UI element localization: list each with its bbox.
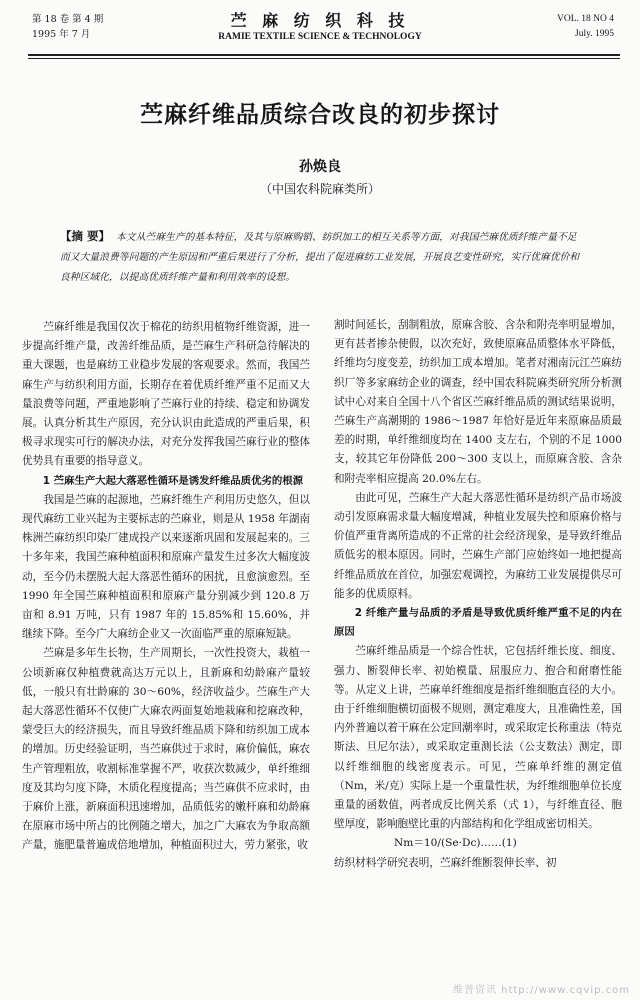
paragraph: 我国是苎麻的起源地，苎麻纤维生产利用历史悠久，但以现代麻纺工业兴起为主要标志的苎麻业，则是从 1958 年湖南株洲苎麻纺织印染厂建成投产以来逐渐巩固和发展起来的。三十多年来，我国苎麻种植面积和原麻产量发生过多次大幅度波动，至今仍未摆脱大起大落恶性循环的困扰，且愈演愈烈。至 1990 年全国苎麻种植面积和原麻产量分别减少到 120.8 万亩和 8.91 万吨，只有 1987 年的 15.85%和 15.60%，并继续下降。至今广大麻纺企业又一次面临严重的原麻短缺。 bbox=[22, 493, 310, 641]
volume-zh: 第 18 卷 第 4 期 bbox=[32, 14, 104, 25]
paragraph: 割时间延长，刮制粗放，原麻含胶、含杂和附壳率明显增加，更有甚者掺杂使假，以次充好，致使原麻品质整体水平降低，纤维均匀度变差，纺织加工成本增加。笔者对湘南沅江苎麻纺织厂等多家麻纺企业的调查，经中国农科院麻类研究所分析测试中心对来自全国十八个省区苎麻纤维品质的测试结果说明，苎麻生产高潮期的 1986～1987 年恰好是近年来原麻品质最差的时期，单纤维细度均在 1400 支左右，个别的不足 1000 支，较其它年份降低 200～300 支以上，而原麻含胶、含杂和附壳率相应提高 20.0%左右。 bbox=[334, 319, 622, 485]
formula: Nm＝10/(Se·Dc)……(1) bbox=[394, 837, 517, 850]
date-zh: 1995 年 7 月 bbox=[32, 29, 91, 40]
section-heading: 1 苎麻生产大起大落恶性循环是诱发纤维品质优劣的根源 bbox=[42, 474, 304, 487]
date-en: July. 1995 bbox=[575, 29, 614, 39]
abstract bbox=[60, 226, 580, 288]
section-heading: 2 纤维产量与品质的矛盾是导致优质纤维严重不足的内在原因 bbox=[334, 607, 622, 639]
abstract-text: 本文从苎麻生产的基本特征，及其与原麻购销、纺织加工的相互关系等方面，对我国苎麻优质纤维产量不足而又大量浪费等问题的产生原因和严重后果进行了分析，提出了促进麻纺工业发展，开展良艺变性研究，实行优麻优价和良种区域化，以提高优质纤维产量和利用效率的设想。 bbox=[60, 232, 580, 283]
paragraph: 由此可见，苎麻生产大起大落恶性循环是纺织产品市场波动引发原麻需求量大幅度增减，种植业发展失控和原麻价格与价值严重背离所造成的不正常的社会经济现象，是导致纤维品质低劣的根本原因。同时，苎麻生产部门应始终如一地把提高纤维品质放在首位，加强宏观调控，为麻纺工业发展提供尽可能多的优质原料。 bbox=[334, 491, 622, 600]
header-left bbox=[32, 12, 103, 42]
affiliation: （中国农科院麻类所） bbox=[259, 182, 380, 196]
volume-en: VOL. 18 NO 4 bbox=[557, 14, 614, 24]
paragraph: 纺织材料学研究表明，苎麻纤维断裂伸长率、初 bbox=[334, 856, 557, 869]
header-rule bbox=[28, 54, 620, 59]
right-column bbox=[334, 316, 622, 873]
paragraph: 苎麻纤维品质是一个综合性状，它包括纤维长度、细度、强力、断裂伸长率、初始模量、屈服应力、抱合和耐磨性能等。从定义上讲，苎麻单纤维细度是指纤维细胞直径的大小。由于纤维细胞横切面极不规则，测定难度大，且准确性差，国内外普遍以着干麻在公定回潮率时，或采取定长称重法（特克斯法、旦尼尔法），或采取定重测长法（公支数法）测定，即以纤维细胞的线密度表示。可见，苎麻单纤维的测定值（Nm，米/克）实际上是一个重量性状，为纤维细胞单位长度重量的函数值，两者成反比例关系（式 1），与纤维直径、胞壁厚度，影响胞壁比重的内部结构和化学组成密切相关。 bbox=[334, 645, 622, 831]
author: 孙焕良 bbox=[299, 159, 341, 175]
paragraph: 苎麻是多年生长物，生产周期长，一次性投资大，栽植一公顷新麻仅种植费就高达万元以上，且新麻和幼龄麻产量较低，一般只有壮龄麻的 30～60%，经济收益少。苎麻生产大起大落恶性循环不仅使广大麻农两面复始地栽麻和挖麻改种，蒙受巨大的经济损失，而且导致纤维品质下降和纺织加工成本的增加。历史经验证明，当苎麻供过于求时，麻价偏低，麻农生产管理粗放，收割标准掌握不严，收获次数减少，单纤维细度及其均匀度下降，木质化程度提高；当苎麻供不应求时，由于麻价上涨，新麻面积迅速增加，品质低劣的嫩杆麻和幼龄麻在原麻市场中所占的比例随之增大，加之广大麻农为争取高额产量，施肥量普遍成倍地增加，种植面积过大，劳力紧张，收 bbox=[22, 647, 310, 852]
journal-title-zh: 苎 麻 纺 织 科 技 bbox=[230, 11, 410, 30]
journal-header bbox=[0, 0, 640, 60]
watermark: 维普资讯 http://www.cqvip.com bbox=[452, 985, 630, 996]
paper-title: 苎麻纤维品质综合改良的初步探讨 bbox=[140, 102, 500, 128]
abstract-tag: 【摘 要】 bbox=[60, 229, 111, 243]
journal-title-en: RAMIE TEXTILE SCIENCE & TECHNOLOGY bbox=[218, 32, 422, 42]
header-right bbox=[557, 12, 614, 42]
paragraph: 苎麻纤维是我国仅次于棉花的纺织用植物纤维资源，进一步提高纤维产量，改善纤维品质，是苎麻生产科研急待解决的重大课题，也是麻纺工业稳步发展的客观要求。然而，我国苎麻生产与纺织利用方面，长期存在着优质纤维严重不足而又大量浪费等问题，严重地影响了苎麻行业的持续、稳定和协调发展。认真分析其生产原因，充分认识由此造成的严重后果，积极寻求现实可行的解决办法，对充分发挥我国苎麻行业的整体优势具有重要的指导意义。 bbox=[22, 321, 310, 468]
journal-title-block bbox=[180, 8, 460, 42]
left-column bbox=[22, 318, 310, 856]
